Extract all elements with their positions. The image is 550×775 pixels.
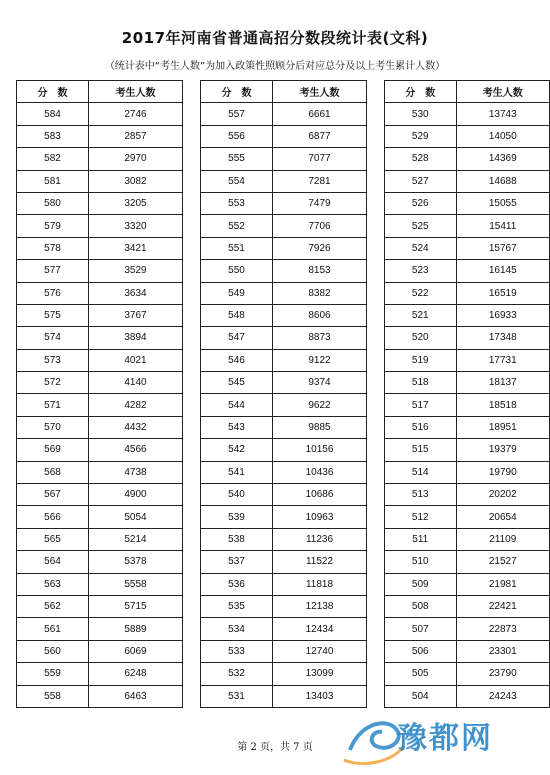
table-row: [17, 416, 183, 438]
score-cell: 551: [201, 237, 273, 259]
table-row: [17, 685, 183, 707]
table-row: [17, 372, 183, 394]
count-cell: 15411: [456, 215, 549, 237]
score-cell: 546: [201, 349, 273, 371]
count-cell: 8873: [273, 327, 367, 349]
count-cell: 10156: [273, 439, 367, 461]
score-cell: 539: [201, 506, 273, 528]
table-row: [17, 439, 183, 461]
table-row: [385, 372, 550, 394]
table-row: [17, 528, 183, 550]
score-cell: 527: [385, 170, 457, 192]
count-cell: 9122: [273, 349, 367, 371]
count-cell: 5889: [89, 618, 183, 640]
table-row: [385, 260, 550, 282]
count-cell: 12740: [273, 640, 367, 662]
count-cell: 7077: [273, 148, 367, 170]
score-cell: 568: [17, 461, 89, 483]
score-table-3: [384, 80, 550, 708]
score-cell: 564: [17, 551, 89, 573]
table-row: [385, 304, 550, 326]
score-cell: 524: [385, 237, 457, 259]
score-cell: 571: [17, 394, 89, 416]
table-row: [17, 484, 183, 506]
table-row: [201, 260, 367, 282]
table-row: [201, 282, 367, 304]
count-cell: 14688: [456, 170, 549, 192]
table-row: [201, 416, 367, 438]
table-row: [385, 618, 550, 640]
table-row: [385, 484, 550, 506]
count-cell: 11522: [273, 551, 367, 573]
table-row: [201, 663, 367, 685]
count-cell: 3421: [89, 237, 183, 259]
table-row: [17, 192, 183, 214]
count-cell: 14369: [456, 148, 549, 170]
table-row: [385, 663, 550, 685]
score-cell: 558: [17, 685, 89, 707]
table-row: [201, 372, 367, 394]
count-cell: 6069: [89, 640, 183, 662]
score-cell: 545: [201, 372, 273, 394]
table-row: [17, 282, 183, 304]
table-row: [17, 640, 183, 662]
count-cell: 8606: [273, 304, 367, 326]
table-row: [201, 640, 367, 662]
score-cell: 535: [201, 595, 273, 617]
score-cell: 523: [385, 260, 457, 282]
count-cell: 5378: [89, 551, 183, 573]
table-row: [201, 170, 367, 192]
table-row: [385, 439, 550, 461]
score-cell: 562: [17, 595, 89, 617]
table-row: [201, 215, 367, 237]
table-row: [17, 461, 183, 483]
table-row: [385, 528, 550, 550]
count-cell: 21527: [456, 551, 549, 573]
table-row: [385, 573, 550, 595]
count-cell: 19379: [456, 439, 549, 461]
table-row: [201, 125, 367, 147]
table-row: [201, 304, 367, 326]
table-row: [385, 103, 550, 125]
count-cell: 18137: [456, 372, 549, 394]
page-title: 2017年河南省普通高招分数段统计表(文科): [121, 29, 429, 47]
count-cell: 2970: [89, 148, 183, 170]
count-cell: 11236: [273, 528, 367, 550]
table-row: [17, 170, 183, 192]
count-cell: 10686: [273, 484, 367, 506]
count-cell: 17348: [456, 327, 549, 349]
score-cell: 576: [17, 282, 89, 304]
score-cell: 507: [385, 618, 457, 640]
count-cell: 13099: [273, 663, 367, 685]
count-cell: 9622: [273, 394, 367, 416]
table-row: [385, 192, 550, 214]
table-row: [201, 237, 367, 259]
score-cell: 577: [17, 260, 89, 282]
score-cell: 572: [17, 372, 89, 394]
count-cell: 16933: [456, 304, 549, 326]
score-cell: 543: [201, 416, 273, 438]
count-cell: 4566: [89, 439, 183, 461]
count-cell: 20654: [456, 506, 549, 528]
table-row: [201, 148, 367, 170]
table-row: [201, 618, 367, 640]
table-row: [385, 282, 550, 304]
score-cell: 534: [201, 618, 273, 640]
count-cell: 19790: [456, 461, 549, 483]
score-cell: 580: [17, 192, 89, 214]
score-cell: 516: [385, 416, 457, 438]
score-cell: 508: [385, 595, 457, 617]
count-cell: 5715: [89, 595, 183, 617]
table-row: [385, 125, 550, 147]
count-cell: 13403: [273, 685, 367, 707]
count-cell: 3320: [89, 215, 183, 237]
count-cell: 10963: [273, 506, 367, 528]
score-header: 分 数: [385, 81, 457, 103]
score-cell: 512: [385, 506, 457, 528]
score-cell: 520: [385, 327, 457, 349]
score-cell: 583: [17, 125, 89, 147]
table-header-row: [385, 81, 550, 103]
count-cell: 11818: [273, 573, 367, 595]
count-cell: 12434: [273, 618, 367, 640]
count-cell: 2746: [89, 103, 183, 125]
score-cell: 533: [201, 640, 273, 662]
count-cell: 3767: [89, 304, 183, 326]
score-cell: 566: [17, 506, 89, 528]
count-cell: 5558: [89, 573, 183, 595]
count-cell: 6877: [273, 125, 367, 147]
score-cell: 556: [201, 125, 273, 147]
score-cell: 515: [385, 439, 457, 461]
count-cell: 6248: [89, 663, 183, 685]
score-cell: 582: [17, 148, 89, 170]
table-row: [201, 103, 367, 125]
page-subtitle: （统计表中“考生人数”为加入政策性照顾分后对应总分及以上考生累计人数）: [104, 61, 446, 72]
score-cell: 552: [201, 215, 273, 237]
count-cell: 6463: [89, 685, 183, 707]
count-cell: 22873: [456, 618, 549, 640]
table-row: [201, 551, 367, 573]
count-cell: 4140: [89, 372, 183, 394]
score-cell: 547: [201, 327, 273, 349]
table-row: [17, 551, 183, 573]
score-cell: 504: [385, 685, 457, 707]
table-row: [201, 327, 367, 349]
score-cell: 505: [385, 663, 457, 685]
table-row: [201, 573, 367, 595]
table-row: [385, 170, 550, 192]
score-cell: 517: [385, 394, 457, 416]
score-cell: 530: [385, 103, 457, 125]
count-cell: 16145: [456, 260, 549, 282]
score-cell: 540: [201, 484, 273, 506]
score-cell: 559: [17, 663, 89, 685]
score-cell: 561: [17, 618, 89, 640]
count-cell: 22421: [456, 595, 549, 617]
table-row: [385, 215, 550, 237]
count-cell: 4900: [89, 484, 183, 506]
score-cell: 532: [201, 663, 273, 685]
table-row: [201, 192, 367, 214]
count-cell: 8153: [273, 260, 367, 282]
score-cell: 537: [201, 551, 273, 573]
score-cell: 574: [17, 327, 89, 349]
count-cell: 21981: [456, 573, 549, 595]
score-cell: 529: [385, 125, 457, 147]
count-cell: 24243: [456, 685, 549, 707]
count-cell: 15767: [456, 237, 549, 259]
score-cell: 541: [201, 461, 273, 483]
table-row: [201, 394, 367, 416]
table-row: [201, 595, 367, 617]
score-cell: 567: [17, 484, 89, 506]
score-cell: 573: [17, 349, 89, 371]
score-cell: 557: [201, 103, 273, 125]
score-cell: 549: [201, 282, 273, 304]
count-cell: 7706: [273, 215, 367, 237]
score-cell: 526: [385, 192, 457, 214]
count-cell: 6661: [273, 103, 367, 125]
score-cell: 579: [17, 215, 89, 237]
score-cell: 578: [17, 237, 89, 259]
count-cell: 13743: [456, 103, 549, 125]
table-row: [385, 349, 550, 371]
count-header: 考生人数: [89, 81, 183, 103]
score-cell: 575: [17, 304, 89, 326]
count-cell: 18518: [456, 394, 549, 416]
watermark-text: 豫都网: [397, 721, 493, 756]
score-cell: 522: [385, 282, 457, 304]
count-cell: 20202: [456, 484, 549, 506]
table-row: [385, 640, 550, 662]
score-cell: 528: [385, 148, 457, 170]
table-row: [17, 595, 183, 617]
count-cell: 10436: [273, 461, 367, 483]
count-cell: 4432: [89, 416, 183, 438]
count-cell: 3894: [89, 327, 183, 349]
table-row: [385, 394, 550, 416]
count-cell: 3205: [89, 192, 183, 214]
count-cell: 3082: [89, 170, 183, 192]
score-header: 分 数: [17, 81, 89, 103]
table-row: [385, 506, 550, 528]
table-row: [17, 663, 183, 685]
table-row: [385, 595, 550, 617]
table-row: [201, 349, 367, 371]
count-cell: 4021: [89, 349, 183, 371]
score-cell: 511: [385, 528, 457, 550]
score-cell: 565: [17, 528, 89, 550]
count-cell: 14050: [456, 125, 549, 147]
score-cell: 518: [385, 372, 457, 394]
score-table-1: [16, 80, 183, 708]
score-cell: 584: [17, 103, 89, 125]
score-cell: 510: [385, 551, 457, 573]
score-cell: 519: [385, 349, 457, 371]
table-row: [17, 394, 183, 416]
table-header-row: [201, 81, 367, 103]
table-row: [17, 349, 183, 371]
count-cell: 15055: [456, 192, 549, 214]
count-cell: 12138: [273, 595, 367, 617]
count-cell: 3529: [89, 260, 183, 282]
score-cell: 560: [17, 640, 89, 662]
count-cell: 17731: [456, 349, 549, 371]
score-cell: 521: [385, 304, 457, 326]
count-cell: 21109: [456, 528, 549, 550]
table-row: [201, 528, 367, 550]
table-row: [17, 237, 183, 259]
page-footer: 第 2 页，共 7 页: [237, 742, 313, 753]
count-cell: 7479: [273, 192, 367, 214]
table-row: [201, 461, 367, 483]
score-cell: 538: [201, 528, 273, 550]
table-row: [385, 327, 550, 349]
score-cell: 509: [385, 573, 457, 595]
count-cell: 8382: [273, 282, 367, 304]
count-cell: 9374: [273, 372, 367, 394]
count-cell: 18951: [456, 416, 549, 438]
score-cell: 514: [385, 461, 457, 483]
count-cell: 7926: [273, 237, 367, 259]
score-cell: 525: [385, 215, 457, 237]
score-cell: 569: [17, 439, 89, 461]
score-cell: 553: [201, 192, 273, 214]
count-cell: 7281: [273, 170, 367, 192]
count-cell: 3634: [89, 282, 183, 304]
table-row: [17, 125, 183, 147]
count-header: 考生人数: [273, 81, 367, 103]
table-row: [17, 148, 183, 170]
table-row: [385, 148, 550, 170]
score-cell: 550: [201, 260, 273, 282]
count-cell: 23790: [456, 663, 549, 685]
score-cell: 570: [17, 416, 89, 438]
table-header-row: [17, 81, 183, 103]
score-table-2: [200, 80, 367, 708]
score-cell: 542: [201, 439, 273, 461]
table-row: [385, 551, 550, 573]
table-row: [201, 506, 367, 528]
count-cell: 16519: [456, 282, 549, 304]
table-row: [17, 506, 183, 528]
table-row: [17, 618, 183, 640]
score-cell: 581: [17, 170, 89, 192]
table-row: [201, 484, 367, 506]
count-cell: 23301: [456, 640, 549, 662]
table-row: [17, 573, 183, 595]
score-cell: 554: [201, 170, 273, 192]
score-cell: 506: [385, 640, 457, 662]
score-cell: 563: [17, 573, 89, 595]
score-header: 分 数: [201, 81, 273, 103]
score-cell: 555: [201, 148, 273, 170]
table-row: [17, 260, 183, 282]
table-row: [385, 237, 550, 259]
count-cell: 4738: [89, 461, 183, 483]
count-header: 考生人数: [456, 81, 549, 103]
table-row: [201, 439, 367, 461]
table-row: [17, 103, 183, 125]
count-cell: 5054: [89, 506, 183, 528]
table-row: [17, 215, 183, 237]
table-row: [385, 461, 550, 483]
score-cell: 544: [201, 394, 273, 416]
count-cell: 9885: [273, 416, 367, 438]
table-row: [17, 327, 183, 349]
table-row: [385, 416, 550, 438]
score-cell: 513: [385, 484, 457, 506]
score-cell: 531: [201, 685, 273, 707]
score-cell: 548: [201, 304, 273, 326]
score-cell: 536: [201, 573, 273, 595]
count-cell: 5214: [89, 528, 183, 550]
table-row: [17, 304, 183, 326]
count-cell: 2857: [89, 125, 183, 147]
count-cell: 4282: [89, 394, 183, 416]
